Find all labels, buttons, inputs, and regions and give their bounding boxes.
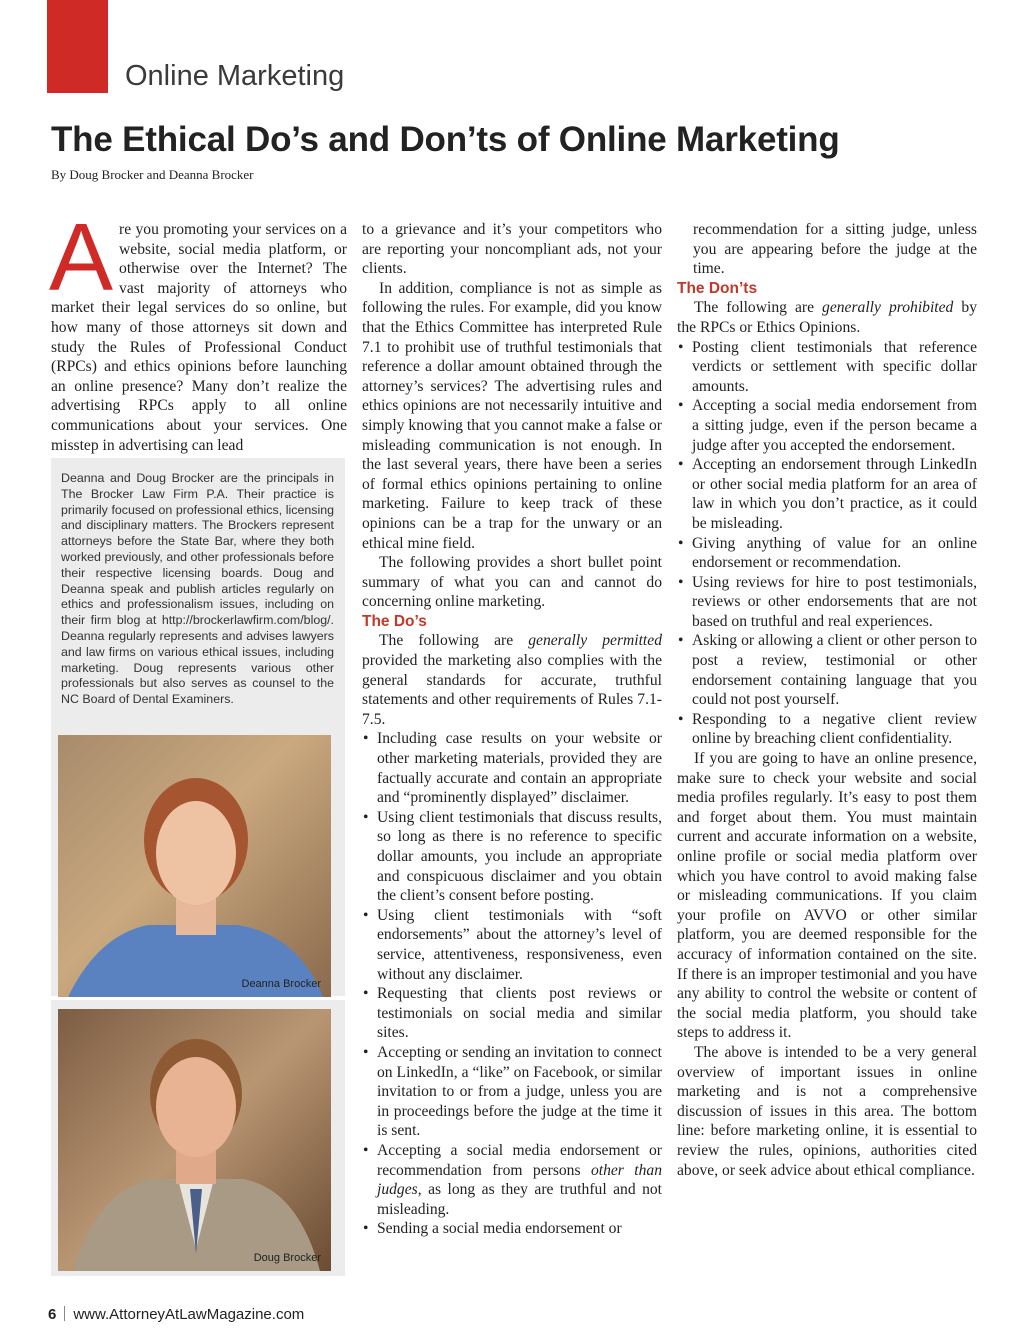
donts-list (677, 338, 977, 749)
list-item: • Giving anything of value for an online endorsement or recommendation. (677, 534, 977, 573)
list-item: • Posting client testimonials that reference verdicts or settlement with specific dollar amounts. (677, 338, 977, 397)
page-footer (48, 1306, 304, 1323)
photo-deanna-brocker (58, 735, 331, 997)
donts-intro: The following are generally prohibited by the RPCs or Ethics Opinions. (677, 299, 977, 336)
dos-heading: The Do’s (362, 612, 427, 630)
donts-heading: The Don’ts (677, 279, 758, 297)
list-item: • Using client testimonials with “soft endorsements” about the attorney’s level of service, attentiveness, responsiveness, even without any disclaimer. (362, 906, 662, 984)
byline: By Doug Brocker and Deanna Brocker (51, 167, 254, 182)
intro-paragraph: Are you promoting your services on a website, social media platform, or otherwise over the Internet? The vast majority of attorneys who market their legal services do so online, but how many of those attorneys sit down and study the Rules of Professional Conduct (RPCs) and ethics opinions before launching an online presence? Many don’t realize the advertising RPCs apply to all online communications about your services. One misstep in advertising can lead (49, 204, 347, 454)
list-item: • Requesting that clients post reviews or testimonials on social media and similar sites. (362, 984, 662, 1043)
list-item: • Accepting or sending an invitation to connect on LinkedIn, a “like” on Facebook, or similar invitation to or from a judge, unless you are in proceedings before the judge at the time it is sent. (362, 1043, 662, 1141)
column-1 (49, 204, 347, 455)
closing-paragraph-2: The above is intended to be a very general overview of important issues in online marketing and is not a comprehensive discussion of issues in this area. The bottom line: before marketing online, it is essential to review the rules, opinions, authorities cited above, or seek advice about ethical compliance. (677, 1043, 977, 1179)
dos-intro: The following are generally permitted provided the marketing also complies with the general standards for accurate, truthful statements and other requirements of Rules 7.1- 7.5. (362, 632, 662, 728)
drop-cap: A (49, 204, 114, 311)
list-item: • Asking or allowing a client or other person to post a review, testimonial or other endorsement containing language that you could not post yourself. (677, 631, 977, 709)
list-item: • Accepting a social media endorsement from a sitting judge, even if the person became a judge after you accepted the endorsement. (677, 396, 977, 455)
article-title: The Ethical Do’s and Don’ts of Online Marketing (51, 120, 840, 159)
list-item: • Sending a social media endorsement or (362, 1219, 662, 1239)
photo-caption: Doug Brocker (253, 1252, 321, 1264)
list-item-continued: recommendation for a sitting judge, unless you are appearing before the judge at the time. (693, 221, 977, 278)
closing-paragraph-1: If you are going to have an online presence, make sure to check your website and social media profiles regularly. It’s easy to post them and forget about them. You must maintain current and accurate information on a website, online profile or social media platform over which you have control to avoid making false or misleading communications. If you claim your profile on AVVO or other similar platform, you are deemed responsible for the accuracy of information contained on the site. If there is an improper testimonial and you have any ability to control the website or content of the social media platform, you should take steps to address it. (677, 750, 977, 1042)
column-3 (677, 220, 977, 1180)
list-item: • Using reviews for hire to post testimonials, reviews or other endorsements that are not based on truthful and real experiences. (677, 573, 977, 632)
list-item: • Accepting a social media endorsement or recommendation from persons other than judges, as long as they are truthful and not misleading. (362, 1141, 662, 1219)
page-number: 6 (48, 1306, 57, 1323)
column-2 (362, 220, 662, 1239)
footer-website[interactable]: www.AttorneyAtLawMagazine.com (73, 1306, 305, 1323)
list-item: • Including case results on your website or other marketing materials, provided they are factually accurate and contain an appropriate and “prominently displayed” disclaimer. (362, 729, 662, 807)
list-item: • Responding to a negative client review online by breaching client confidentiality. (677, 710, 977, 749)
section-label: Online Marketing (125, 60, 345, 92)
photo-doug-brocker (58, 1009, 331, 1271)
summary-paragraph: The following provides a short bullet point summary of what you can and cannot do concerning online marketing. (362, 554, 662, 611)
list-item: • Accepting an endorsement through LinkedIn or other social media platform for an area of law in which you don’t practice, as it could be misleading. (677, 455, 977, 533)
compliance-paragraph: In addition, compliance is not as simple as following the rules. For example, did you know that the Ethics Committee has interpreted Rule 7.1 to prohibit use of truthful testimonials that reference a dollar amount obtained through the attorney’s services? The advertising rules and ethics opinions are not necessarily intuitive and simply knowing that you cannot make a false or misleading communication is not enough. In the last several years, there have been a series of formal ethics opinions pertaining to online marketing. Failure to keep track of these opinions can be a trap for the unwary or an ethical mine field. (362, 279, 662, 552)
author-bio-text: Deanna and Doug Brocker are the principals in The Brocker Law Firm P.A. Their practice is primarily focused on professional ethics, licensing and disciplinary matters. The Brockers represent attorneys before the State Bar, where they both worked previously, and other professionals before their respective licensing boards. Doug and Deanna speak and publish articles regularly on ethics and professionalism issues, including on their firm blog at http://brockerlawfirm.com/blog/. Deanna regularly represents and advises lawyers and law firms on various ethical issues, including marketing. Doug represents various other professionals but also serves as counsel to the NC Board of Dental Examiners. (61, 471, 334, 707)
section-color-bar (47, 0, 108, 93)
list-item: • Using client testimonials that discuss results, so long as there is no reference to specific dollar amounts, you include an appropriate and conspicuous disclaimer and you obtain the client’s consent before posting. (362, 808, 662, 906)
footer-divider (64, 1306, 65, 1321)
dos-list (362, 729, 662, 1238)
portrait-woman-image (58, 735, 331, 997)
photo-caption: Deanna Brocker (241, 978, 321, 990)
portrait-man-image (58, 1009, 331, 1271)
intro-paragraph-continued: to a grievance and it’s your competitors who are reporting your noncompliant ads, not your clients. (362, 221, 662, 278)
